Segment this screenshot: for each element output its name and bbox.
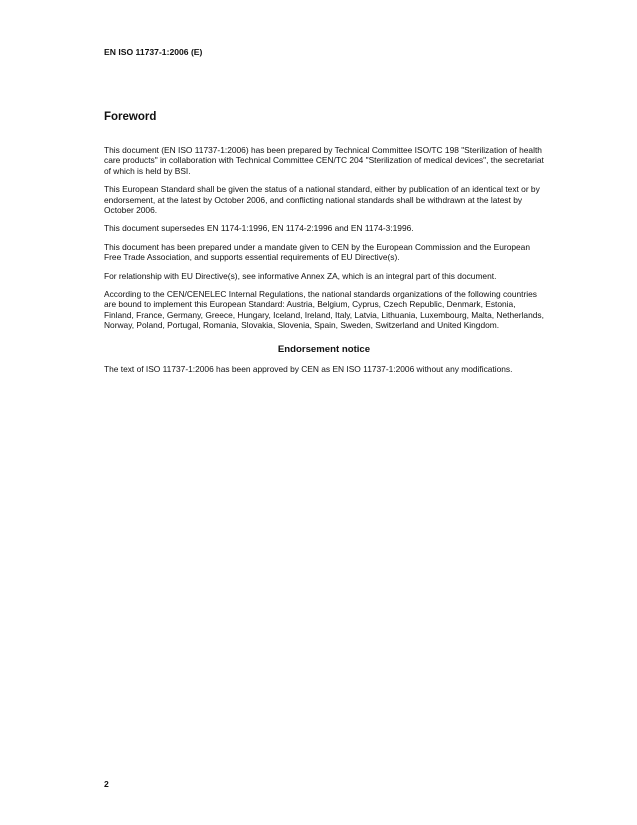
document-body — [104, 145, 544, 383]
document-header: EN ISO 11737-1:2006 (E) — [104, 47, 203, 57]
page-number: 2 — [104, 779, 109, 789]
foreword-title: Foreword — [104, 111, 157, 123]
endorsement-text: The text of ISO 11737-1:2006 has been approved by CEN as EN ISO 11737-1:2006 without any modifications. — [104, 364, 513, 375]
foreword-paragraph: This document has been prepared under a mandate given to CEN by the European Commission and the European Free Trade Association, and supports essential requirements of EU Directive(s). — [104, 241, 530, 263]
foreword-paragraph: This document (EN ISO 11737-1:2006) has been prepared by Technical Committee ISO/TC 198 "Sterilization of health care products" in collaboration with Technical Committee CEN/TC 204 "Sterilization of medical devices", the secretariat of which is held by BSI. — [104, 145, 544, 176]
foreword-paragraph: For relationship with EU Directive(s), see informative Annex ZA, which is an integral part of this document. — [104, 270, 497, 281]
foreword-paragraph: According to the CEN/CENELEC Internal Regulations, the national standards organizations of the following countries are bound to implement this European Standard: Austria, Belgium, Cyprus, Czech Republic, Denmark, Estonia, Finland, France, Germany, Greece, Hungary, Iceland, Ireland, Italy, Latvia, Lithuania, Luxembourg, Malta, Netherlands, Norway, Poland, Portugal, Romania, Slovakia, Slovenia, Spain, Sweden, Switzerland and United Kingdom. — [104, 289, 544, 331]
foreword-paragraph: This document supersedes EN 1174-1:1996, EN 1174-2:1996 and EN 1174-3:1996. — [104, 223, 414, 234]
foreword-paragraph: This European Standard shall be given the status of a national standard, either by publication of an identical text or by endorsement, at the latest by October 2006, and conflicting national standards shall be withdrawn at the latest by October 2006. — [104, 184, 540, 216]
endorsement-title: Endorsement notice — [277, 343, 371, 355]
